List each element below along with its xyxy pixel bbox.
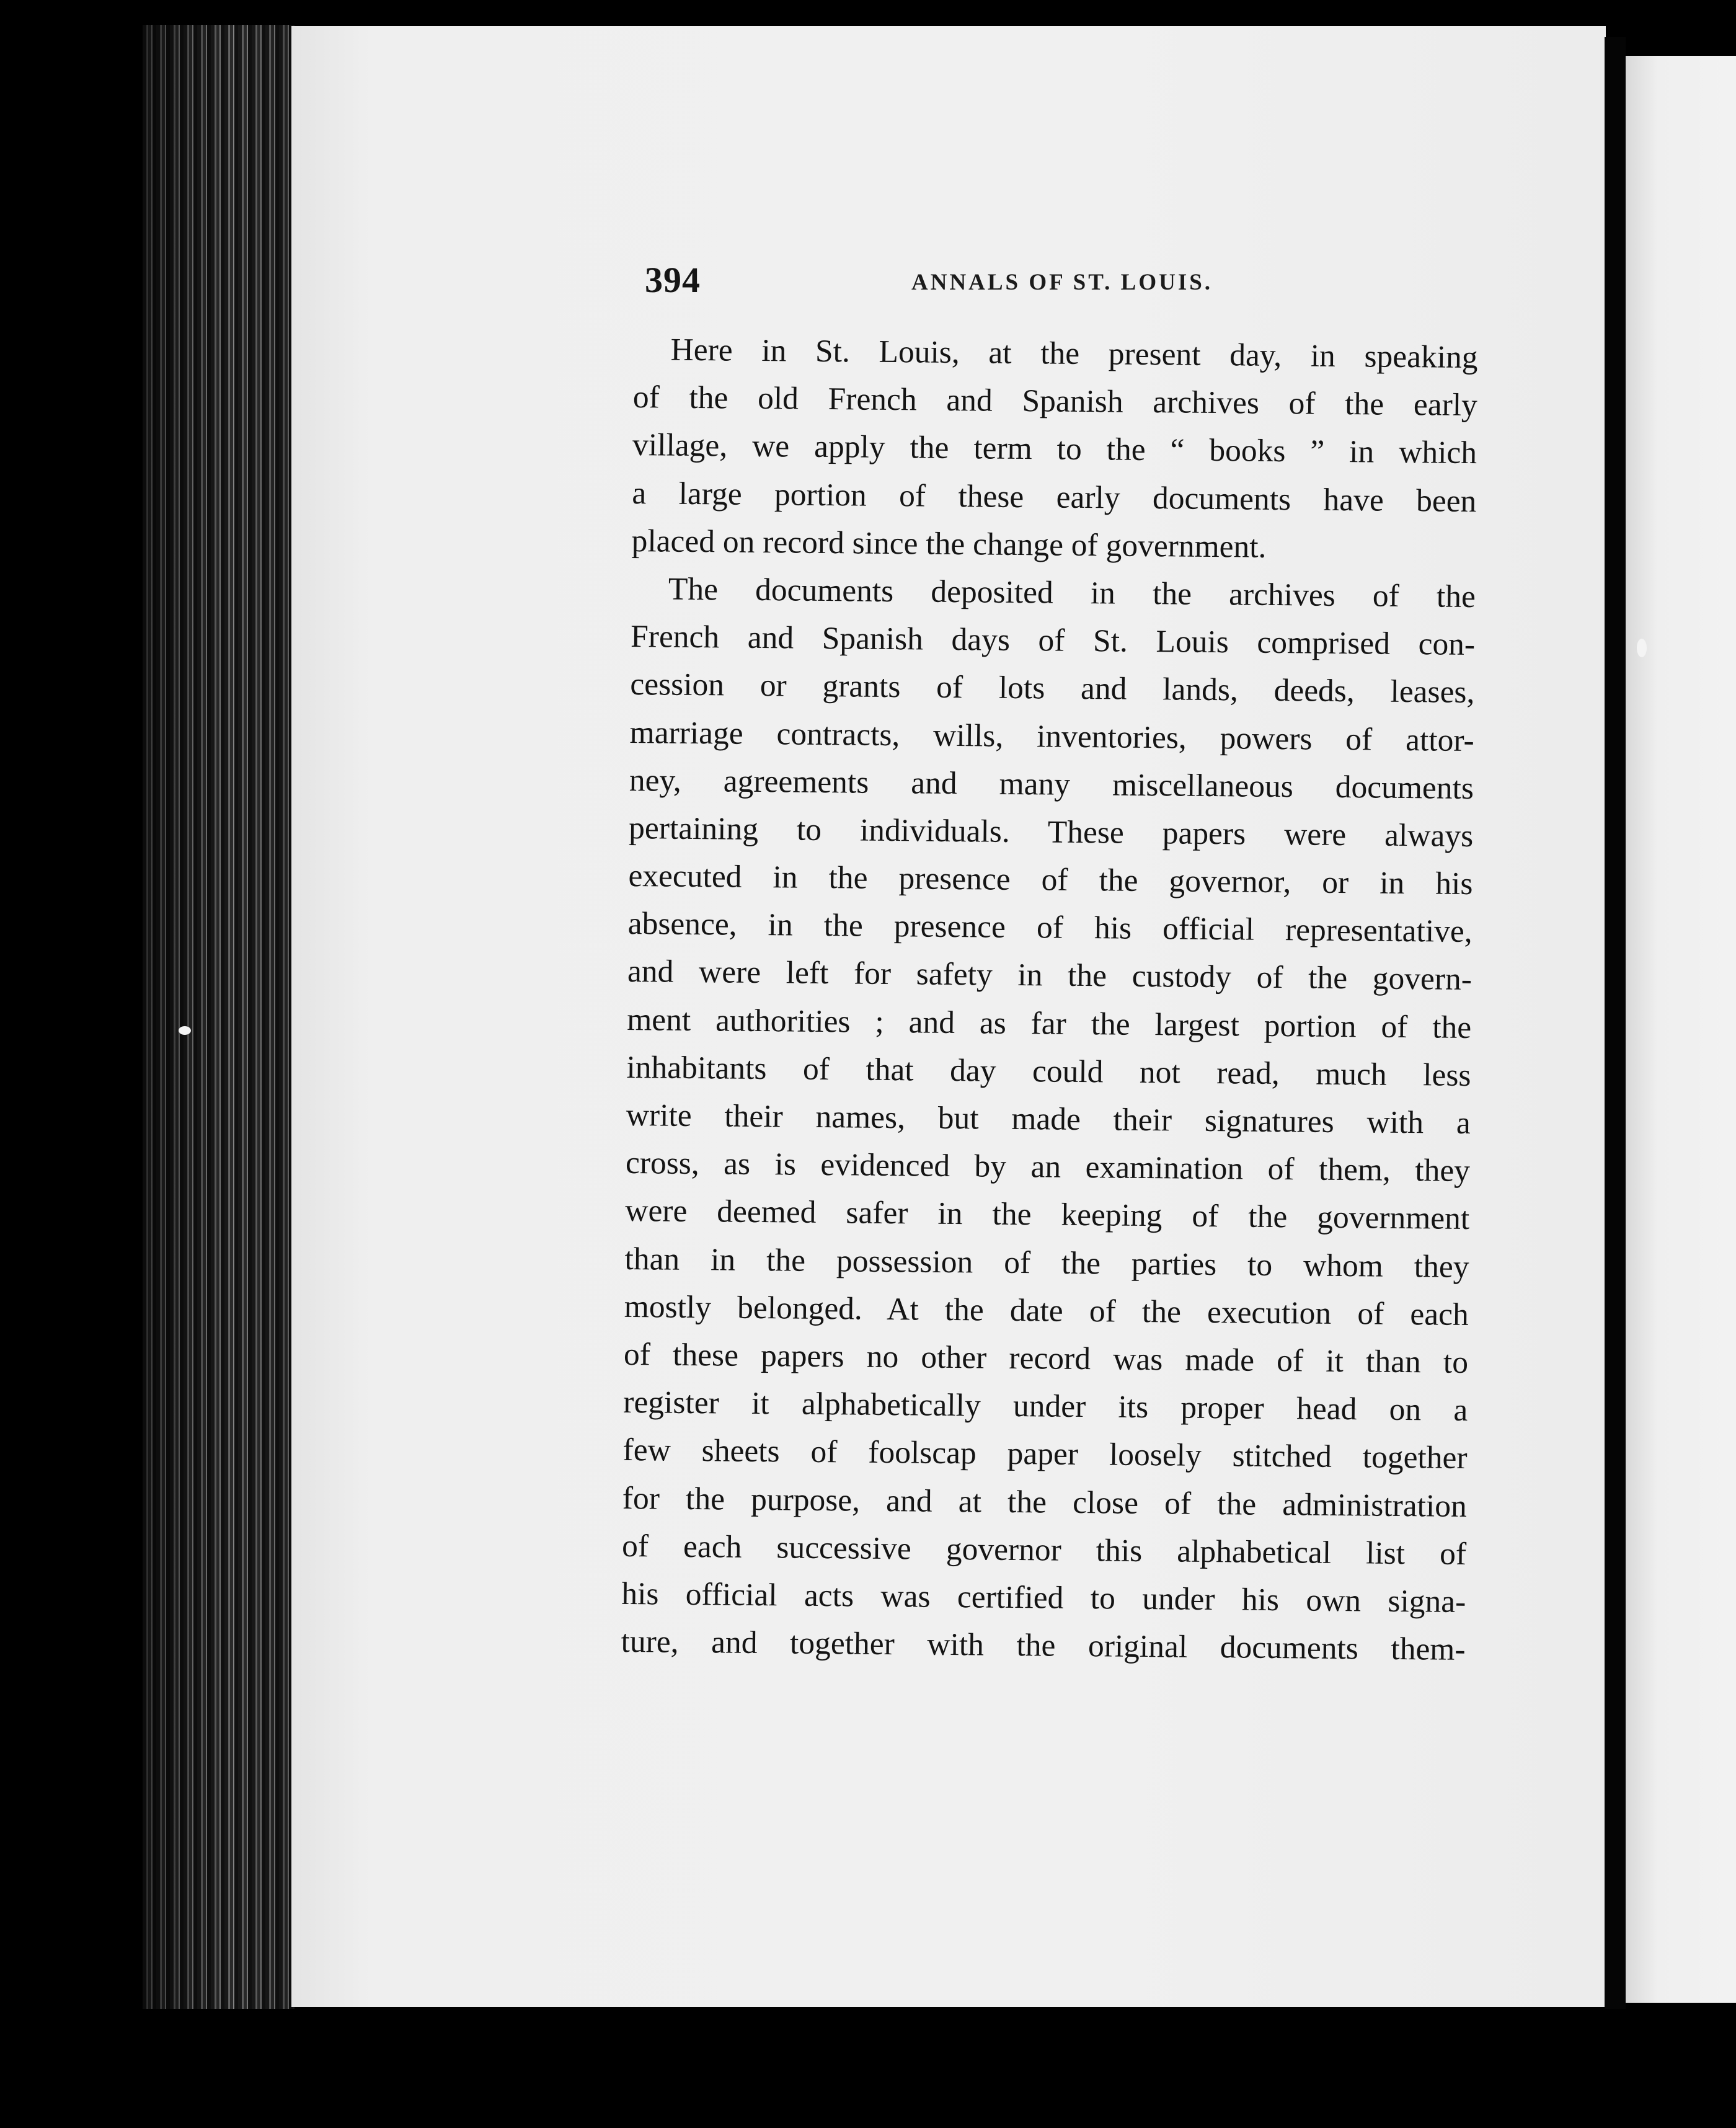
text-line: The documents deposited in the archives of the <box>668 571 1476 614</box>
text-line: of each successive governor this alphabetical list of <box>621 1528 1467 1572</box>
running-title: ANNALS OF ST. LOUIS. <box>911 270 1213 295</box>
text-line: French and Spanish days of St. Louis comprised con- <box>630 619 1476 663</box>
body-text <box>621 326 1478 1674</box>
page-edges-shadow <box>143 25 294 2009</box>
text-line: placed on record since the change of government. <box>631 523 1267 565</box>
text-line: absence, in the presence of his official representative, <box>627 906 1472 950</box>
text-line: ment authorities ; and as far the largest portion of the <box>626 1001 1472 1045</box>
text-line: ture, and together with the original documents them- <box>621 1623 1466 1668</box>
text-line: cession or grants of lots and lands, deeds, leases, <box>630 667 1475 711</box>
facing-page-edge <box>1624 56 1736 2003</box>
text-line: mostly belonged. At the date of the execution of each <box>624 1288 1469 1332</box>
text-line: for the purpose, and at the close of the administration <box>622 1480 1468 1524</box>
text-line: marriage contracts, wills, inventories, powers of attor- <box>629 714 1474 758</box>
text-line: write their names, but made their signatures with a <box>626 1097 1471 1142</box>
text-line: a large portion of these early documents have been <box>632 475 1477 519</box>
text-line: Here in St. Louis, at the present day, in speaking <box>670 332 1478 376</box>
text-line: pertaining to individuals. These papers were always <box>628 810 1474 854</box>
text-line: were deemed safer in the keeping of the government <box>625 1193 1470 1237</box>
paragraph <box>631 326 1478 573</box>
text-line: of the old French and Spanish archives of the early <box>632 379 1478 423</box>
page-gutter <box>1605 37 1626 2009</box>
page-number: 394 <box>645 260 701 300</box>
running-head <box>645 259 1476 303</box>
text-line: village, we apply the term to the “ books ” in which <box>632 427 1477 471</box>
text-line: executed in the presence of the governor, or in his <box>628 858 1473 902</box>
dust-speck <box>179 1026 191 1035</box>
text-line: register it alphabetically under its proper head on a <box>623 1385 1468 1429</box>
dust-speck <box>1637 639 1647 657</box>
text-line: of these papers no other record was made of it than to <box>623 1336 1469 1380</box>
paragraph <box>621 565 1476 1674</box>
text-line: and were left for safety in the custody of the govern- <box>627 954 1472 998</box>
text-line: his official acts was certified to under his own signa- <box>621 1576 1466 1620</box>
text-line: cross, as is evidenced by an examination of them, they <box>625 1145 1471 1189</box>
text-line: inhabitants of that day could not read, much less <box>626 1049 1471 1093</box>
text-line: few sheets of foolscap paper loosely stitched together <box>622 1432 1468 1476</box>
text-line: than in the possession of the parties to whom they <box>624 1241 1469 1285</box>
text-line: ney, agreements and many miscellaneous documents <box>629 762 1474 806</box>
